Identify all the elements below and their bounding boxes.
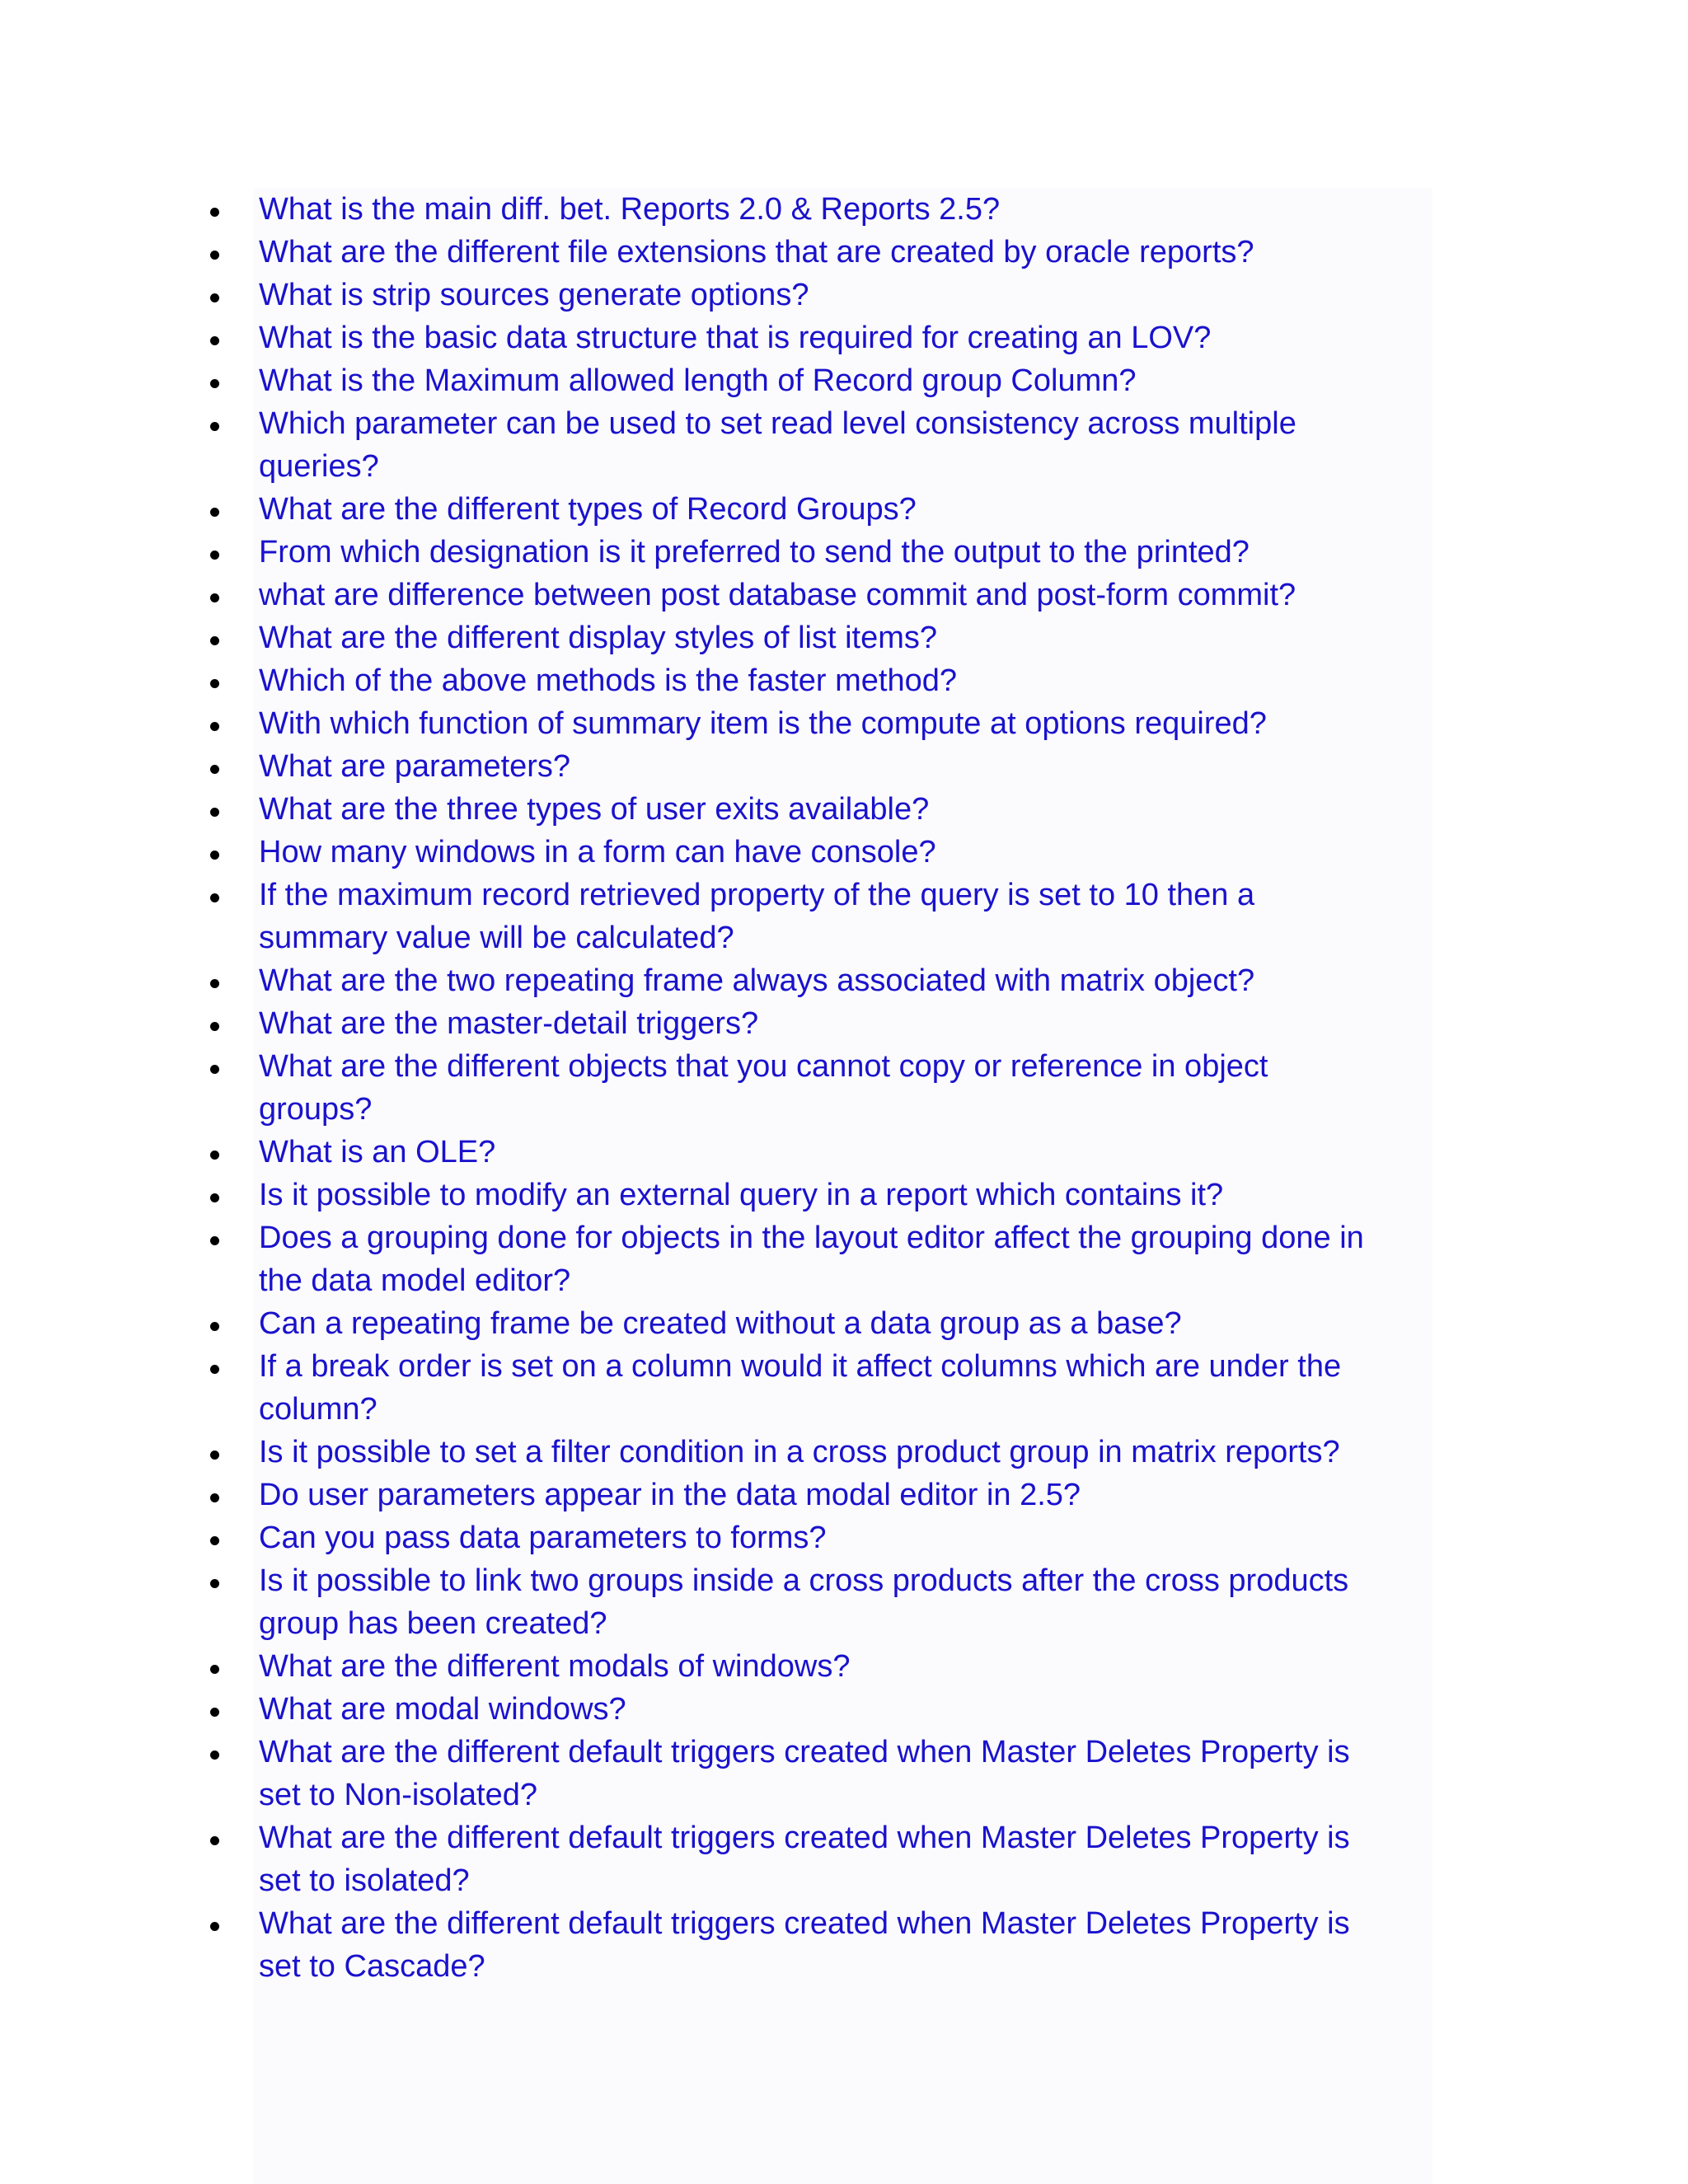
question-text: What are parameters? [259, 749, 571, 784]
bullet-icon [210, 1665, 219, 1674]
question-item [208, 188, 1419, 231]
question-text: With which function of summary item is the compute at options required? [259, 706, 1267, 741]
question-item [208, 1431, 1419, 1474]
bullet-icon [210, 422, 219, 431]
bullet-icon [210, 1236, 219, 1245]
question-text: What are the different file extensions that are created by oracle reports? [259, 235, 1254, 269]
question-item [208, 531, 1419, 574]
question-item [208, 1816, 1419, 1902]
bullet-icon [210, 1708, 219, 1717]
question-item [208, 788, 1419, 831]
question-text: What are the three types of user exits available? [259, 792, 930, 827]
question-text: Can you pass data parameters to forms? [259, 1521, 827, 1555]
bullet-icon [210, 765, 219, 774]
question-text: What is the Maximum allowed length of Record group Column? [259, 363, 1137, 398]
question-text: What are the different display styles of list items? [259, 621, 937, 655]
bullet-icon [210, 251, 219, 260]
question-text: What are the two repeating frame always associated with matrix object? [259, 963, 1255, 998]
bullet-icon [210, 808, 219, 817]
question-text: What are the different default triggers created when Master Deletes Property is [259, 1821, 1350, 1855]
question-item [208, 702, 1419, 745]
question-item [208, 959, 1419, 1002]
question-item [208, 1516, 1419, 1559]
question-item [208, 1559, 1419, 1645]
question-text: What is the basic data structure that is required for creating an LOV? [259, 321, 1212, 355]
bullet-icon [210, 1579, 219, 1588]
question-text: If a break order is set on a column would it affect columns which are under the [259, 1349, 1342, 1384]
question-text-continuation: set to Cascade? [259, 1949, 485, 1984]
question-item [208, 231, 1419, 274]
question-text-continuation: set to isolated? [259, 1863, 470, 1898]
question-text: what are difference between post database commit and post-form commit? [259, 578, 1296, 612]
question-text: What is an OLE? [259, 1135, 496, 1169]
question-item [208, 1731, 1419, 1816]
bullet-icon [210, 593, 219, 602]
question-item [208, 1474, 1419, 1516]
bullet-icon [210, 851, 219, 860]
question-text: What are the different types of Record Groups? [259, 492, 917, 527]
question-item [208, 1345, 1419, 1431]
bullet-icon [210, 1193, 219, 1202]
question-text: Is it possible to set a filter condition in a cross product group in matrix reports? [259, 1435, 1340, 1469]
question-text-continuation: groups? [259, 1092, 373, 1127]
question-text: What is the main diff. bet. Reports 2.0 & Reports 2.5? [259, 192, 1001, 227]
bullet-icon [210, 1065, 219, 1074]
bullet-icon [210, 1836, 219, 1845]
question-text: If the maximum record retrieved property of the query is set to 10 then a [259, 878, 1255, 912]
question-item [208, 1688, 1419, 1731]
bullet-icon [210, 1493, 219, 1502]
question-text: What are the master-detail triggers? [259, 1006, 759, 1041]
question-text: Does a grouping done for objects in the layout editor affect the grouping done in [259, 1221, 1364, 1255]
bullet-icon [210, 1536, 219, 1545]
bullet-icon [210, 293, 219, 302]
question-text-continuation: column? [259, 1392, 377, 1427]
bullet-icon [210, 1022, 219, 1031]
question-item [208, 659, 1419, 702]
question-text: Can a repeating frame be created without a data group as a base? [259, 1306, 1182, 1341]
question-item [208, 616, 1419, 659]
question-text: How many windows in a form can have console? [259, 835, 936, 869]
bullet-icon [210, 208, 219, 217]
question-item [208, 745, 1419, 788]
question-text-continuation: queries? [259, 449, 379, 484]
bullet-icon [210, 636, 219, 645]
question-item [208, 831, 1419, 874]
bullet-icon [210, 379, 219, 388]
question-text: Which parameter can be used to set read level consistency across multiple [259, 406, 1296, 441]
question-list [208, 188, 1419, 1988]
bullet-icon [210, 1922, 219, 1931]
question-item [208, 1131, 1419, 1174]
bullet-icon [210, 1151, 219, 1160]
bullet-icon [210, 551, 219, 560]
question-text-continuation: set to Non-isolated? [259, 1778, 537, 1812]
question-item [208, 1045, 1419, 1131]
bullet-icon [210, 979, 219, 988]
question-text: What are modal windows? [259, 1692, 626, 1727]
bullet-icon [210, 508, 219, 517]
question-text: Is it possible to modify an external query in a report which contains it? [259, 1178, 1224, 1212]
question-item [208, 488, 1419, 531]
question-item [208, 1216, 1419, 1302]
bullet-icon [210, 1322, 219, 1331]
bullet-icon [210, 1750, 219, 1760]
question-text: What is strip sources generate options? [259, 278, 809, 312]
question-text: What are the different default triggers created when Master Deletes Property is [259, 1906, 1350, 1941]
question-item [208, 274, 1419, 316]
question-item [208, 359, 1419, 402]
question-item [208, 316, 1419, 359]
question-item [208, 1002, 1419, 1045]
question-text: What are the different default triggers created when Master Deletes Property is [259, 1735, 1350, 1769]
question-text: Do user parameters appear in the data modal editor in 2.5? [259, 1478, 1081, 1512]
bullet-icon [210, 893, 219, 902]
question-item [208, 1645, 1419, 1688]
question-text: What are the different objects that you cannot copy or reference in object [259, 1049, 1268, 1084]
question-text: Which of the above methods is the faster method? [259, 663, 958, 698]
question-item [208, 1902, 1419, 1988]
bullet-icon [210, 336, 219, 345]
question-item [208, 574, 1419, 616]
question-item [208, 1174, 1419, 1216]
bullet-icon [210, 679, 219, 688]
question-item [208, 1302, 1419, 1345]
question-text-continuation: group has been created? [259, 1606, 607, 1641]
question-item [208, 874, 1419, 959]
question-text: Is it possible to link two groups inside a cross products after the cross products [259, 1563, 1349, 1598]
question-text-continuation: the data model editor? [259, 1263, 571, 1298]
bullet-icon [210, 722, 219, 731]
question-text: From which designation is it preferred to send the output to the printed? [259, 535, 1250, 569]
question-item [208, 402, 1419, 488]
question-text: What are the different modals of windows? [259, 1649, 851, 1684]
question-text-continuation: summary value will be calculated? [259, 921, 734, 955]
bullet-icon [210, 1451, 219, 1460]
bullet-icon [210, 1365, 219, 1374]
